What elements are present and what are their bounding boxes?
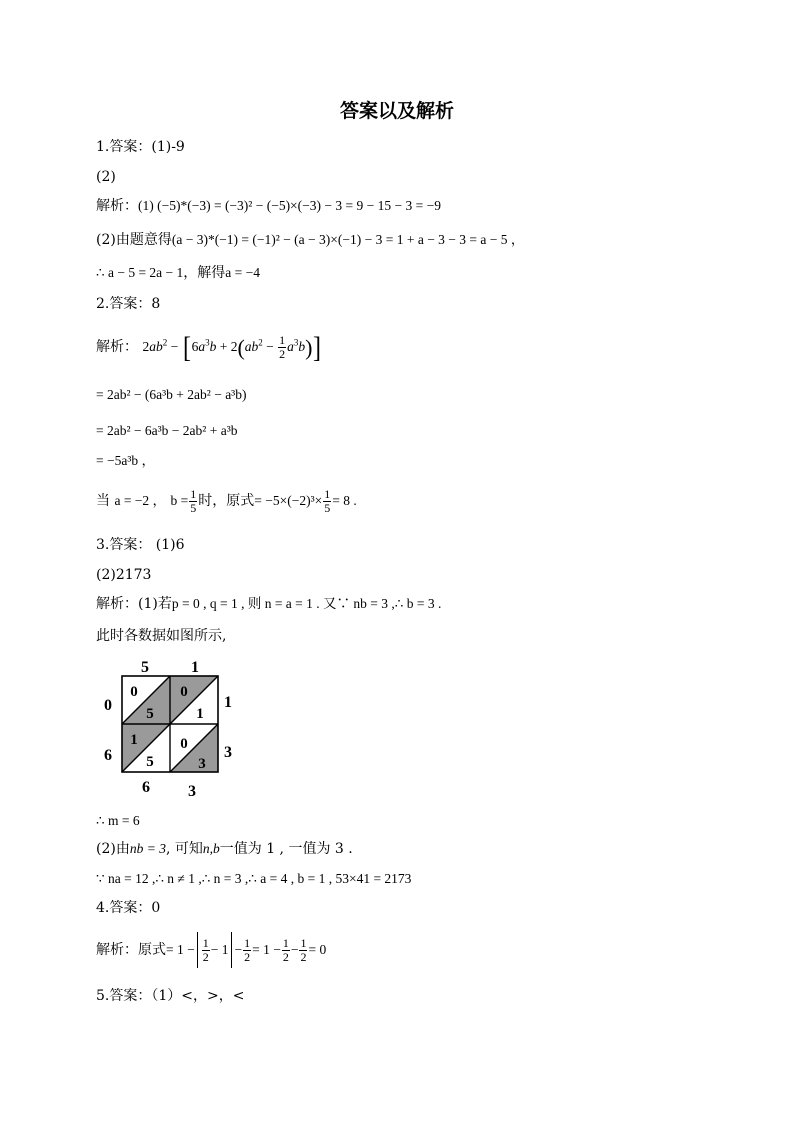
analysis-label: 解析： (96, 198, 138, 214)
left-label: 0 (104, 697, 112, 714)
text: 当 (96, 493, 110, 509)
math-expr: (1) (−5)*(−3) = (−3)² − (−5)×(−3) − 3 = 9 − 15 − 3 = −9 (138, 198, 441, 213)
q4-answer: 4.答案：0 (96, 900, 161, 916)
lattice-grid-figure (98, 654, 248, 804)
q3-figure-caption: 此时各数据如图所示, (96, 628, 227, 644)
q1-therefore (96, 264, 260, 282)
text: 一值为 1 , 一值为 3 . (219, 841, 353, 857)
cell-digit: 0 (180, 736, 188, 752)
math-expr: nb = 3 (129, 841, 166, 856)
q1-part2: (2) (96, 169, 116, 185)
cell-digit: 5 (146, 754, 154, 770)
q3-part2-analysis (96, 840, 353, 858)
q3-analysis (96, 595, 441, 613)
q1-answer: 1.答案：(1)-9 (96, 139, 185, 155)
absolute-value: $\frac{1}{2}$ − 1 (197, 932, 233, 968)
page-title: 答案以及解析 (339, 100, 454, 122)
math-expr: = 8 . (332, 493, 357, 508)
q3-answer: 3.答案： (1)6 (96, 537, 185, 553)
math-expr: = −5×(−2)³× (254, 493, 323, 508)
fraction: $\frac{1}{2}$ (202, 935, 209, 964)
right-label: 3 (224, 744, 232, 761)
cell-digit: 0 (180, 684, 188, 700)
math-expr: ∴ a − 5 = 2a − 1 (96, 265, 184, 280)
q2-step2: = 2ab² − 6a³b − 2ab² + a³b (96, 423, 238, 438)
fraction: $\frac{1}{2}$ (279, 333, 286, 362)
q1-analysis-1 (96, 197, 441, 215)
math-expr: − (234, 942, 243, 957)
q2-step3: = −5a³b ， (96, 453, 156, 468)
math-expr: = 1 − (166, 942, 195, 957)
q2-step1: = 2ab² − (6a³b + 2ab² − a³b) (96, 387, 247, 402)
math-expr: = 0 (308, 942, 327, 957)
text: (2)由题意得 (96, 232, 172, 248)
math-expr: p = 0 , q = 1 , 则 n = a = 1 . 又∵ nb = 3 ,∴ b = 3 . (171, 596, 442, 611)
math-expr: $2ab^2 - [6a^3b + 2(ab^2$ − $\frac{1}{2}$ $a^3b$)] (142, 330, 322, 364)
text: 时，原式 (198, 493, 255, 509)
cell-digit: 3 (198, 756, 206, 772)
cell-digit: 5 (146, 706, 154, 722)
fraction: $\frac{1}{2}$ (282, 935, 289, 964)
bottom-label: 6 (142, 779, 150, 796)
cell-digit: 1 (196, 706, 204, 722)
q2-substitution (96, 484, 357, 518)
text: , 可知 (165, 841, 203, 857)
math-expr: a = −4 (225, 265, 261, 280)
q3-part2: (2)2173 (96, 567, 152, 583)
math-expr: a = −2 ， (114, 493, 167, 508)
q2-answer: 2.答案：8 (96, 296, 161, 312)
fraction: $\frac{1}{2}$ (300, 935, 307, 964)
math-expr: − (290, 942, 299, 957)
fraction: $\frac{1}{2}$ (244, 935, 251, 964)
q4-analysis (96, 932, 326, 968)
text: 解析：(1)若 (96, 596, 172, 612)
cell-digit: 0 (130, 684, 138, 700)
text: (2)由 (96, 841, 130, 857)
math-expr: n,b (202, 841, 220, 856)
text: 解析：原式 (96, 942, 166, 958)
right-label: 1 (224, 694, 232, 711)
text: ，解得 (183, 265, 226, 281)
analysis-label: 解析： (96, 339, 138, 355)
fraction: $\frac{1}{5}$ (190, 486, 197, 515)
q2-analysis (96, 330, 322, 364)
q3-final-line: ∵ na = 12 ,∴ n ≠ 1 ,∴ n = 3 ,∴ a = 4 , b = 1 , 53×41 = 2173 (96, 871, 412, 886)
math-expr: (a − 3)*(−1) = (−1)² − (a − 3)×(−1) − 3 = 1 + a − 3 − 3 = a − 5 ， (171, 232, 525, 247)
cell-digit: 1 (130, 732, 138, 748)
bottom-label: 3 (188, 783, 196, 800)
fraction: $\frac{1}{5}$ (324, 486, 331, 515)
q5-answer: 5.答案：（1）<，>，< (96, 988, 245, 1004)
top-label: 1 (191, 659, 199, 676)
math-expr: = 1 − (252, 942, 281, 957)
q1-analysis-2 (96, 231, 524, 249)
top-label: 5 (141, 659, 149, 676)
q3-m-result: ∴ m = 6 (96, 813, 140, 828)
math-expr: b = (170, 493, 189, 508)
left-label: 6 (104, 747, 112, 764)
